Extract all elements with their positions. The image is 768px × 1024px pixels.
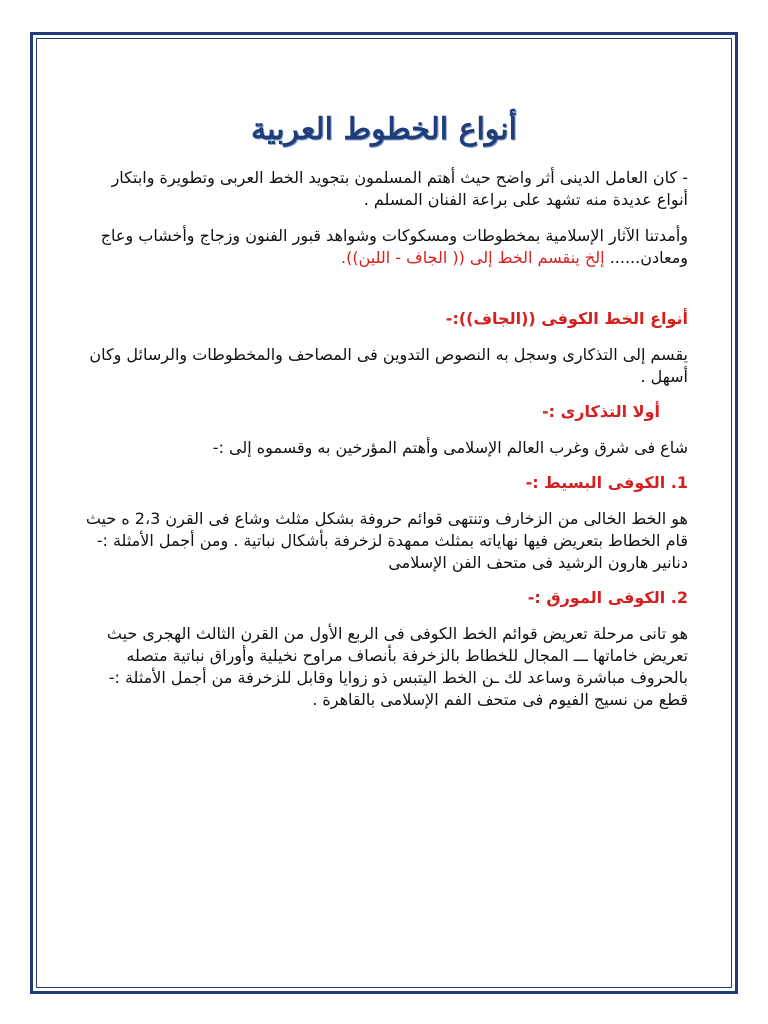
foliated-kufic-text: هو تانى مرحلة تعريض قوائم الخط الكوفى فى الربع الأول من القرن الثالث الهجرى حيث تعريض خاماتها ـــ المجال للخطاط بالزخرفة بأنصاف مراوح نخيلية وأوراق نباتية متصله بالحروف مباشرة وساعد لك ـن الخط اليتبس ذو زوايا وقابل للزخرفة من أجمل الأمثلة :- قطع من نسيج الفيوم فى متحف الفم الإسلامى بالقاهرة .: [106, 624, 688, 709]
kufic-types-text: يقسم إلى التذكارى وسجل به النصوص التدوين فى المصاحف والمخطوطات والرسائل وكان أسهل .: [89, 345, 688, 386]
simple-kufic-heading: 1. الكوفى البسيط :-: [525, 473, 688, 492]
memorial-heading: أولا التذكارى :-: [542, 402, 660, 421]
simple-kufic-text: هو الخط الخالى من الزخارف وتنتهى قوائم حروفة بشكل مثلث وشاع فى القرن 2،3 ه حيث قام الخطاط بتعريض فيها نهاياته بمثلث ممهدة لزخرفة بأشكال نباتية . ومن أجمل الأمثلة :- دنانير هارون الرشيد فى متحف الفن الإسلامى: [85, 509, 688, 572]
kufic-types-heading: أنواع الخط الكوفى ((الجاف)):-: [445, 309, 688, 328]
intro-paragraph-2-text: وأمدتنا الآثار الإسلامية بمخطوطات ومسكوكات وشواهد قبور الفنون وزجاج وأخشاب وعاج ومعادن......: [100, 226, 688, 267]
intro-paragraph-1: - كان العامل الدينى أثر واضح حيث أهتم المسلمون بتجويد الخط العربى وتطويرة وابتكار أنواع عديدة منه تشهد على براعة الفنان المسلم .: [111, 168, 688, 209]
memorial-text: شاع فى شرق وغرب العالم الإسلامى وأهتم المؤرخين به وقسموه إلى :-: [212, 438, 688, 457]
page-title: أنواع الخطوط العربية: [251, 112, 517, 147]
intro-paragraph-2: [80, 225, 688, 269]
foliated-kufic-heading: 2. الكوفى المورق :-: [527, 588, 688, 607]
intro-paragraph-2-highlight: إلخ ينقسم الخط إلى (( الجاف - اللين)).: [341, 248, 605, 267]
document-body: [80, 100, 688, 725]
